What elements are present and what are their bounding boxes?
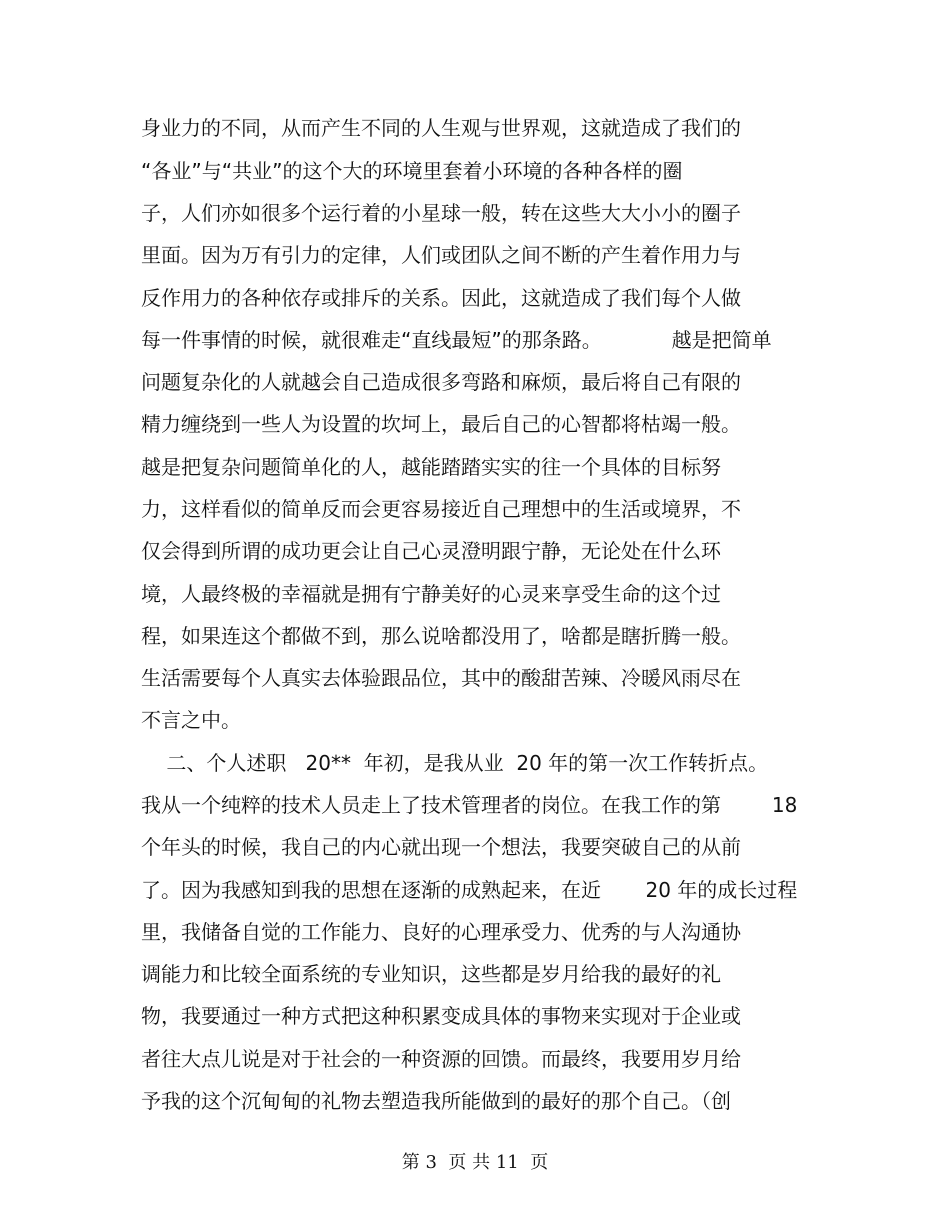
body-text-line: “各业”与“共业”的这个大的环境里套着小环境的各种各样的圈	[141, 159, 683, 183]
page-number-footer: 第 3 页 共 11 页	[401, 1152, 549, 1173]
body-text-line: 者往大点儿说是对于社会的一种资源的回馈。而最终，我要用岁月给	[141, 1047, 741, 1071]
body-text-line: 仅会得到所谓的成功更会让自己心灵澄明跟宁静，无论处在什么环	[141, 539, 721, 563]
body-text-line: 生活需要每个人真实去体验跟品位，其中的酸甜苦辣、冷暖风雨尽在	[141, 666, 741, 690]
body-text-line: 问题复杂化的人就越会自己造成很多弯路和麻烦，最后将自己有限的	[141, 370, 741, 394]
body-text-line: 里面。因为万有引力的定律，人们或团队之间不断的产生着作用力与	[141, 243, 741, 267]
body-text-line: 子，人们亦如很多个运行着的小星球一般，转在这些大大小小的圈子	[141, 201, 741, 225]
body-text-line: 予我的这个沉甸甸的礼物去塑造我所能做到的最好的那个自己。（创	[141, 1089, 731, 1113]
body-text-line: 物，我要通过一种方式把这种积累变成具体的事物来实现对于企业或	[141, 1004, 741, 1028]
body-text-line: 程，如果连这个都做不到，那么说啥都没用了，啥都是瞎折腾一般。	[141, 624, 741, 648]
body-text-line: 我从一个纯粹的技术人员走上了技术管理者的岗位。在我工作的第 18	[141, 793, 798, 817]
section-heading-line: 二、个人述职 20** 年初，是我从业 20 年的第一次工作转折点。	[141, 751, 769, 775]
body-text-line: 每一件事情的时候，就很难走“直线最短”的那条路。 越是把简单	[141, 328, 772, 352]
body-text-line: 里，我储备自觉的工作能力、良好的心理承受力、优秀的与人沟通协	[141, 920, 741, 944]
body-text-line: 越是把复杂问题简单化的人，越能踏踏实实的往一个具体的目标努	[141, 455, 721, 479]
body-text-line: 境，人最终极的幸福就是拥有宁静美好的心灵来享受生命的这个过	[141, 582, 721, 606]
body-text-line: 力，这样看似的简单反而会更容易接近自己理想中的生活或境界，不	[141, 497, 741, 521]
body-text-line: 精力缠绕到一些人为设置的坎坷上，最后自己的心智都将枯竭一般。	[141, 412, 741, 436]
body-text-line: 个年头的时候，我自己的内心就出现一个想法，我要突破自己的从前	[141, 835, 741, 859]
body-text-line: 了。因为我感知到我的思想在逐渐的成熟起来，在近 20 年的成长过程	[141, 878, 798, 902]
body-text-line: 反作用力的各种依存或排斥的关系。因此，这就造成了我们每个人做	[141, 286, 741, 310]
body-text-line: 身业力的不同，从而产生不同的人生观与世界观，这就造成了我们的	[141, 116, 741, 140]
body-text-line: 不言之中。	[141, 708, 241, 732]
body-text-line: 调能力和比较全面系统的专业知识，这些都是岁月给我的最好的礼	[141, 962, 721, 986]
